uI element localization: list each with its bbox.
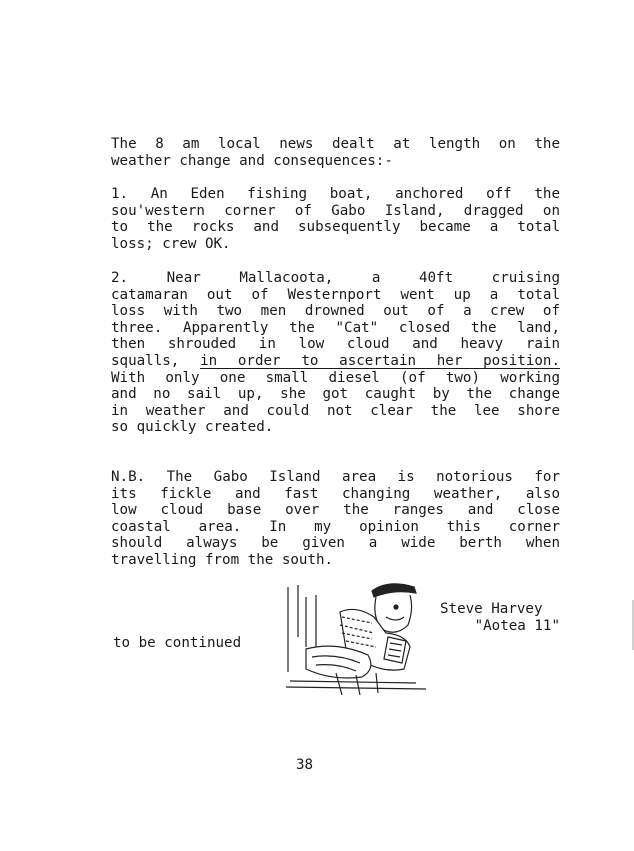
sailor-sketch-icon [276,577,436,695]
text-line: then shrouded in low cloud and heavy rain [111,336,560,353]
text-line: its fickle and fast changing weather, also [111,485,560,502]
text-line: sou'western corner of Gabo Island, dragged on [111,202,560,219]
text-line: 1. An Eden fishing boat, anchored off the [111,186,560,202]
text-line: to the rocks and subsequently became a total [111,219,560,236]
text-line: travelling from the south. [111,551,334,568]
item-1-paragraph [111,186,560,252]
intro-paragraph [111,136,560,169]
text-line: coastal area. In my opinion this corner [111,518,560,535]
author-name: Steve Harvey [440,601,543,617]
text-line: The 8 am local news dealt at length on the [111,136,560,152]
underlined-phrase: in order to ascertain her position. [200,352,560,369]
text-line: low cloud base over the ranges and close [111,502,560,519]
text-line: weather change and consequences:- [111,152,393,169]
signature-block [440,601,560,635]
text-line: 2. Near Mallacoota, a 40ft cruising [111,270,560,286]
text-line: loss with two men drowned out of a crew of [111,303,560,320]
text-line: should always be given a wide berth when [111,535,560,552]
squalls-line [111,353,560,370]
page-number: 38 [296,757,314,773]
nb-paragraph [111,469,560,569]
text-line: and no sail up, she got caught by the change [111,386,560,403]
text-line: three. Apparently the "Cat" closed the land, [111,319,560,336]
item-2-paragraph [111,270,560,436]
text-line: loss; crew OK. [111,235,231,252]
boat-name: "Aotea 11" [474,618,560,634]
text-line: in weather and could not clear the lee shore [111,402,560,419]
text-line: so quickly created. [111,419,274,436]
squalls-prefix: squalls, [111,352,201,369]
text-line: N.B. The Gabo Island area is notorious for [111,469,560,485]
continued-note: to be continued [113,635,242,651]
text-line: catamaran out of Westernport went up a total [111,286,560,303]
text-line: With only one small diesel (of two) working [111,369,560,386]
